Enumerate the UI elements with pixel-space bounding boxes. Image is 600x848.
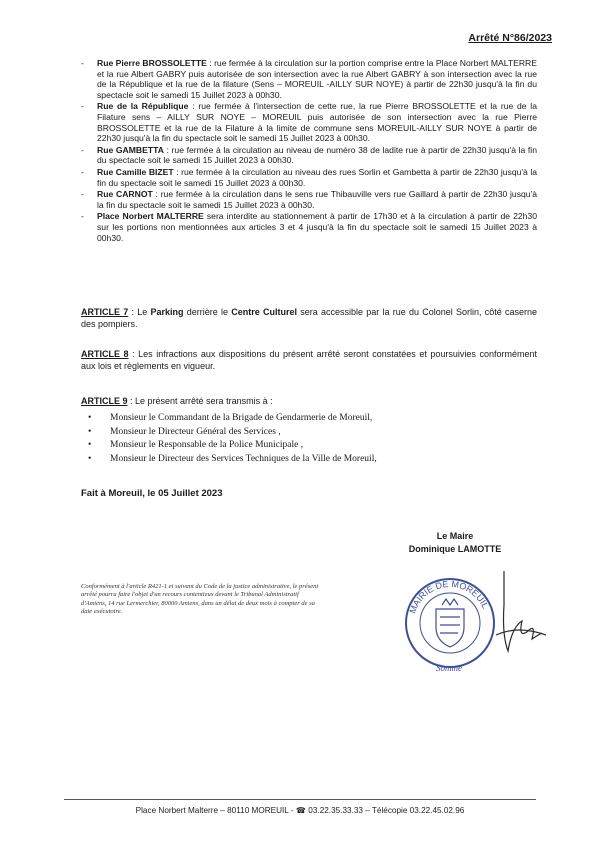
article-7 xyxy=(81,307,537,330)
stamp-inner-ring xyxy=(420,593,480,653)
street-name: Place Norbert MALTERRE xyxy=(97,211,204,222)
street-name: Rue GAMBETTA xyxy=(97,144,164,155)
street-name: Rue de la République xyxy=(97,101,189,112)
street-rule: sera interdite au stationnement à partir de 17h30 et à la circulation à partir de 22h30 sur les portions non mentionnées aux articles 3 et 4 jusqu'à la fin du spectacle soit le samedi 15 Juillet 2023 à 00h30. xyxy=(97,211,537,243)
list-item xyxy=(81,58,537,100)
recipient-list xyxy=(88,412,377,466)
street-closure-list xyxy=(81,58,538,244)
footer-contact xyxy=(0,805,600,815)
footer-address: Place Norbert Malterre – 80110 MOREUIL - xyxy=(135,806,296,815)
article-9-label: ARTICLE 9 xyxy=(81,396,128,406)
article-7-text: derrière le xyxy=(183,307,232,317)
street-rule: : rue fermée à la circulation au niveau des rues Sorlin et Gambetta à partir de 22h30 jusqu'à la fin du spectacle soit le samedi 15 Juillet 2023 à 00h30. xyxy=(97,166,538,188)
street-rule: : rue fermée à la circulation dans le sens rue Thibauville vers rue Gaillard à partir de 22h30 jusqu'à la fin du spectacle soit le samedi 15 Juillet 2023 à 00h30. xyxy=(97,189,537,210)
article-8 xyxy=(81,349,537,372)
coat-of-arms-icon xyxy=(436,599,464,647)
legal-notice: Conformément à l'article R421-1 et suivant du Code de la justice administrative, le présent arrêté pourra faire l'objet d'un recours contentieux devant le Tribunal Administratif d'Amiens, 14 rue Lermerchier, 80000 Amiens, dans un délai de deux mois à compter de sa date exécutoire. xyxy=(81,583,319,616)
article-9-text: : Le présent arrêté sera transmis à : xyxy=(127,396,273,406)
dash-bullet: - xyxy=(81,101,84,112)
list-item xyxy=(88,439,377,453)
bullet-icon: • xyxy=(88,413,92,423)
signatory-name: Dominique LAMOTTE xyxy=(408,544,502,554)
bullet-icon: • xyxy=(88,440,92,451)
decree-reference: Arrêté N°86/2023 xyxy=(468,32,552,44)
phone-icon: ☎ xyxy=(295,806,307,815)
dash-bullet: - xyxy=(81,144,84,155)
stamp-bottom-text: Somme xyxy=(436,663,462,673)
article-8-text: : Les infractions aux dispositions du présent arrêté seront constatées et poursuivies conformément aux lois et règlements en vigueur. xyxy=(81,349,537,371)
list-item xyxy=(81,166,538,188)
list-item xyxy=(81,211,537,243)
recipient: Monsieur le Responsable de la Police Municipale , xyxy=(110,440,304,451)
article-7-text: sera accessible par la rue du Colonel Sorlin, côté caserne des pompiers. xyxy=(81,307,537,329)
street-name: Rue Pierre BROSSOLETTE xyxy=(97,58,207,68)
official-stamp xyxy=(400,565,560,685)
article-9 xyxy=(81,396,537,408)
list-item xyxy=(88,426,377,440)
list-item xyxy=(81,189,537,210)
list-item xyxy=(81,101,537,144)
article-8-label: ARTICLE 8 xyxy=(81,349,129,359)
article-7-parking: Parking xyxy=(150,307,184,317)
list-item xyxy=(88,453,377,467)
dash-bullet: - xyxy=(81,58,84,68)
recipient: Monsieur le Directeur des Services Techniques de la Ville de Moreuil, xyxy=(110,453,377,464)
dash-bullet: - xyxy=(81,166,84,177)
bullet-icon: • xyxy=(88,426,92,437)
article-7-text: : Le xyxy=(128,307,151,317)
street-rule: : rue fermée à la circulation au niveau de numéro 38 de ladite rue à partir de 22h30 jusqu'à la fin du spectacle soit le samedi 15 Juillet 2023 à 00h30. xyxy=(97,144,537,166)
signatory-title: Le Maire xyxy=(436,531,474,541)
street-name: Rue CARNOT xyxy=(97,189,153,200)
list-item xyxy=(81,144,537,166)
stamp-text: MAIRIE DE MOREUIL xyxy=(407,578,491,615)
handwritten-signature xyxy=(496,571,546,651)
footer-fax: – Télécopie 03.22.45.02.96 xyxy=(362,806,465,815)
dash-bullet: - xyxy=(81,189,84,200)
article-7-label: ARTICLE 7 xyxy=(81,307,129,317)
dash-bullet: - xyxy=(81,211,84,222)
place-and-date: Fait à Moreuil, le 05 Juillet 2023 xyxy=(81,488,223,499)
street-rule: : rue fermée à l'intersection de cette rue, la rue Pierre BROSSOLETTE et la rue de la Filature sens – AILLY SUR NOYE – MOREUIL puis autorisée de son intersection avec la rue Pierre BROSSOLETTE et la rue de la Filature à la limite de commune sens MOREUIL-AILLY SUR NOYE à partir de 22h30 jusqu'à la fin du spectacle soit le samedi 15 Juillet 2023 à 00h30. xyxy=(97,101,537,144)
list-item xyxy=(88,412,377,426)
recipient: Monsieur le Directeur Général des Services , xyxy=(110,426,281,437)
footer-divider xyxy=(64,799,536,800)
street-rule: : rue fermée à la circulation sur la portion comprise entre la Place Norbert MALTERRE et la rue Albert GABRY puis autorisée de son intersection avec la rue Albert GABRY à son intersection avec la rue de la République et la rue de la filature (Sens – MOREUIL -AILLY SUR NOYE) à partir de 22h30 jusqu'à la fin du spectacle soit le samedi 15 Juillet 2023 à 00h30. xyxy=(97,58,537,100)
bullet-icon: • xyxy=(88,453,92,464)
street-name: Rue Camille BIZET xyxy=(97,166,174,177)
article-7-centre: Centre Culturel xyxy=(231,307,297,317)
recipient: Monsieur le Commandant de la Brigade de Gendarmerie de Moreuil, xyxy=(110,413,373,423)
footer-phone: 03.22.35.33.33 xyxy=(306,806,363,815)
signatory-block xyxy=(390,530,520,556)
